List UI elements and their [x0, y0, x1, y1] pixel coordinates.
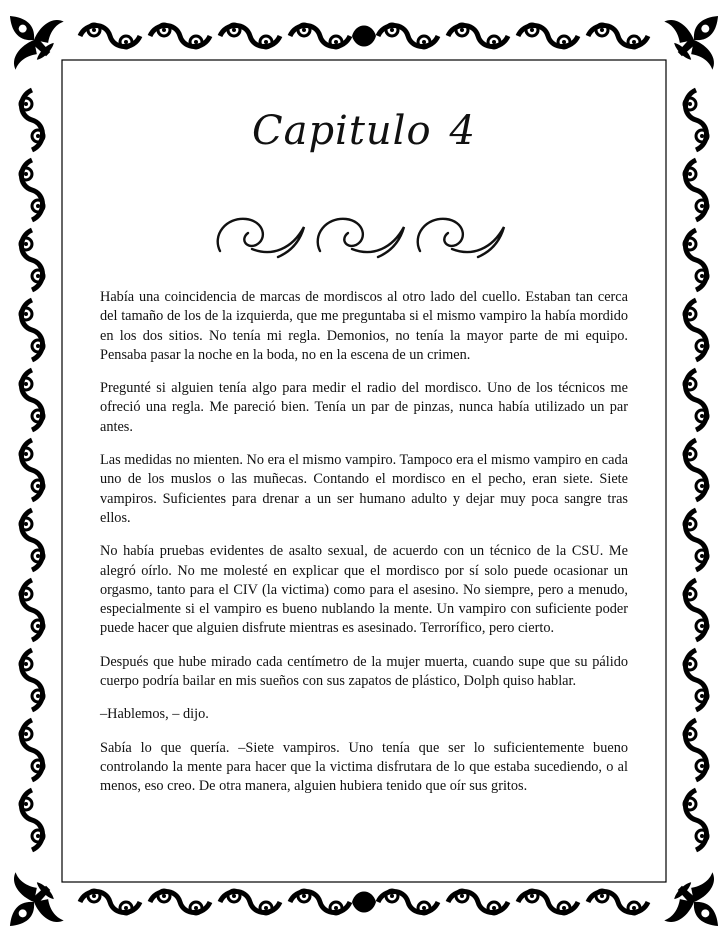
- chapter-body: [100, 288, 628, 811]
- paragraph: Después que hube mirado cada centímetro de la mujer muerta, cuando supe que su pálido cuerpo podría bailar en mis sueños con sus zapatos de plástico, Dolph quiso hablar.: [100, 653, 628, 690]
- title-flourish-ornament: [212, 205, 512, 265]
- chapter-title-word: Capitulo: [251, 108, 432, 154]
- chapter-title-number: 4: [449, 108, 476, 154]
- paragraph: Las medidas no mienten. No era el mismo vampiro. Tampoco era el mismo vampiro en cada uno de los muslos o las muñecas. Contando el mordisco en el pecho, eran siete. Siete vampiros. Suficientes para drenar a un ser humano adulto y dejar muy poca sangre tras ellos.: [100, 452, 628, 526]
- paragraph: Sabía lo que quería. –Siete vampiros. Uno tenía que ser lo suficientemente bueno controlando la mente para hacer que la victima disfrutara de lo que estaba sucediendo, o al menos, eso creo. De otra manera, alguien hubiera tenido que oír sus gritos.: [100, 739, 628, 795]
- paragraph: No había pruebas evidentes de asalto sexual, de acuerdo con un técnico de la CSU. Me alegró oírlo. No me molesté en explicar que el mordisco por sí solo puede ocasionar un orgasmo, tanto para el CIV (la victima) como para el asesino. No siempre, pero a menudo, especialmente si el vampiro es bueno nublando la mente. Un vampiro con suficiente poder puede hacer que alguien disfrute mientras es asesinado. Terrorífico, pero cierto.: [100, 543, 628, 637]
- chapter-title: [0, 108, 728, 154]
- paragraph: –Hablemos, – dijo.: [100, 706, 209, 723]
- paragraph: Había una coincidencia de marcas de mordiscos al otro lado del cuello. Estaban tan cerca del tamaño de los de la izquierda, que me preguntaba si el mismo vampiro la había mordido en los dos sitios. No tenía mi regla. Demonios, no tenía la mayor parte de mi equipo. Pensaba pasar la noche en la boda, no en la escena de un crimen.: [100, 289, 628, 363]
- paragraph: Pregunté si alguien tenía algo para medir el radio del mordisco. Uno de los técnicos me ofreció una regla. Me pareció bien. Tenía un par de pinzas, nunca había utilizado un par antes.: [100, 380, 628, 435]
